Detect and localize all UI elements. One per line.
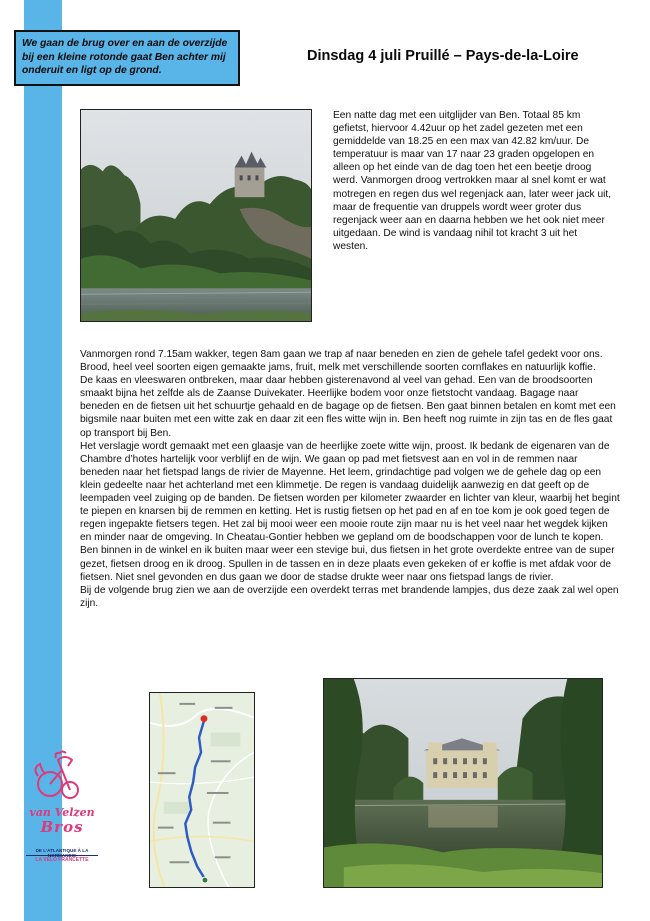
journal-paragraph: Het verslagje wordt gemaakt met een glaasje van de heerlijke zoete witte wijn, proost. Ik bedank de eigenaren van de Chambre d’hotes hartelijk voor verblijf en de wijn. We gaan op pad met fietsvest aan en vol in de remmen naar beneden naar het fietspad langs de rivier de Mayenne. Het leem, grindachtige pad volgen we de gehele dag op een klein gedeelte naar het achterland met een klimmetje. De regen is vandaag duidelijk aanwezig en dat geeft op de leempaden veel zuiging op de banden. De fietsen worden per kilometer zwaarder en lichter van kleur, waarbij het begint te piepen en knarsen bij de remmen en ketting. Het is rustig fietsen op het pad en af en toe kom je ook goed tegen de regen ingepakte fietsers tegen. Het zal bij mooi weer een mooie route zijn maar nu is het veel naar het wegdek kijken en minder naar de omgeving. In Cheatau-Gontier hebben we gepland om de boodschappen voor de lunch te kopen. — [80, 440, 620, 544]
castle-river-photo — [80, 109, 312, 322]
van-velzen-bros-logo — [20, 750, 104, 880]
rooster-bicycle-icon — [20, 750, 104, 806]
journal-paragraph: De kaas en vleeswaren ontbreken, maar daar hebben gisterenavond al veel van gehad. Een van de broodsoorten smaakt bijna het zelfde als de Zaanse Duivekater. Heerlijke bodem voor onze fietstocht vandaag. Bagage naar beneden en de fietsen uit het schuurtje gehaald en de bagage op de fietsen. Ben gaat binnen betalen en komt met een bigsmile naar buiten met een witte zak en daar zit een fles witte wijn in. Ben heeft nog ruimte in zijn tas en de fles gaat op transport bij Ben. — [80, 375, 616, 439]
callout-text: We gaan de brug over en aan de overzijde bij een kleine rotonde gaat Ben achter mij onderuit en ligt op de grond. — [22, 38, 228, 76]
logo-divider — [26, 855, 98, 856]
photo-caption-callout — [14, 30, 240, 86]
logo-tagline: DE L'ATLANTIQUE À LA — [35, 848, 89, 853]
journal-paragraph: Vanmorgen rond 7.15am wakker, tegen 8am gaan we trap af naar beneden en zien de gehele tafel gedekt voor ons. Brood, heel veel soorten eigen gemaakte jams, fruit, melk met verschillende soorten cornflakes en natuurlijk koffie. — [80, 349, 603, 374]
journal-paragraph: Ben binnen in de winkel en ik buiten maar weer een stevige bui, dus fietsen in het grote overdekte entree van de super gezet, fietsen droog en ik droog. Spullen in de tassen en in deze plaats even gekeken of er koffie is met afdak voor de fietsen. Niet snel gevonden en dus gaan we door de stadse drukte weer naar ons fietspad langs de rivier. — [80, 545, 615, 583]
journal-body — [80, 348, 620, 610]
logo-name-line1: van Velzen — [29, 806, 95, 819]
day-summary-text: Een natte dag met een uitglijder van Ben. Totaal 85 km gefietst, hiervoor 4.42uur op het zadel gezeten met een gemiddelde van 18.25 en een max van 42.82 km/uur. De temperatuur is maar van 17 naar 23 graden opgelopen en alleen op het einde van de dag toen het een beetje droog werd. Vanmorgen droog vertrokken maar al snel komt er wat motregen en regen dus wel regenjack aan, later weer jack uit, maar de frequentie van druppels wordt weer groter dus regenjack weer aan en daarna hebben we het ook niet meer uitgedaan. De wind is vandaag nihil tot kracht 3 uit het westen. — [333, 110, 612, 252]
page-title: Dinsdag 4 juli Pruillé – Pays-de-la-Loire — [307, 48, 579, 64]
chateau-river-photo — [323, 678, 603, 888]
journal-paragraph: Bij de volgende brug zien we aan de overzijde een overdekt terras met brandende lampjes, dus deze zaak zal wel open zijn. — [80, 584, 619, 609]
logo-subtagline: LA VELO FRANCETTE — [35, 857, 89, 863]
logo-name-line2: Bros — [40, 818, 84, 836]
route-map — [149, 692, 255, 888]
